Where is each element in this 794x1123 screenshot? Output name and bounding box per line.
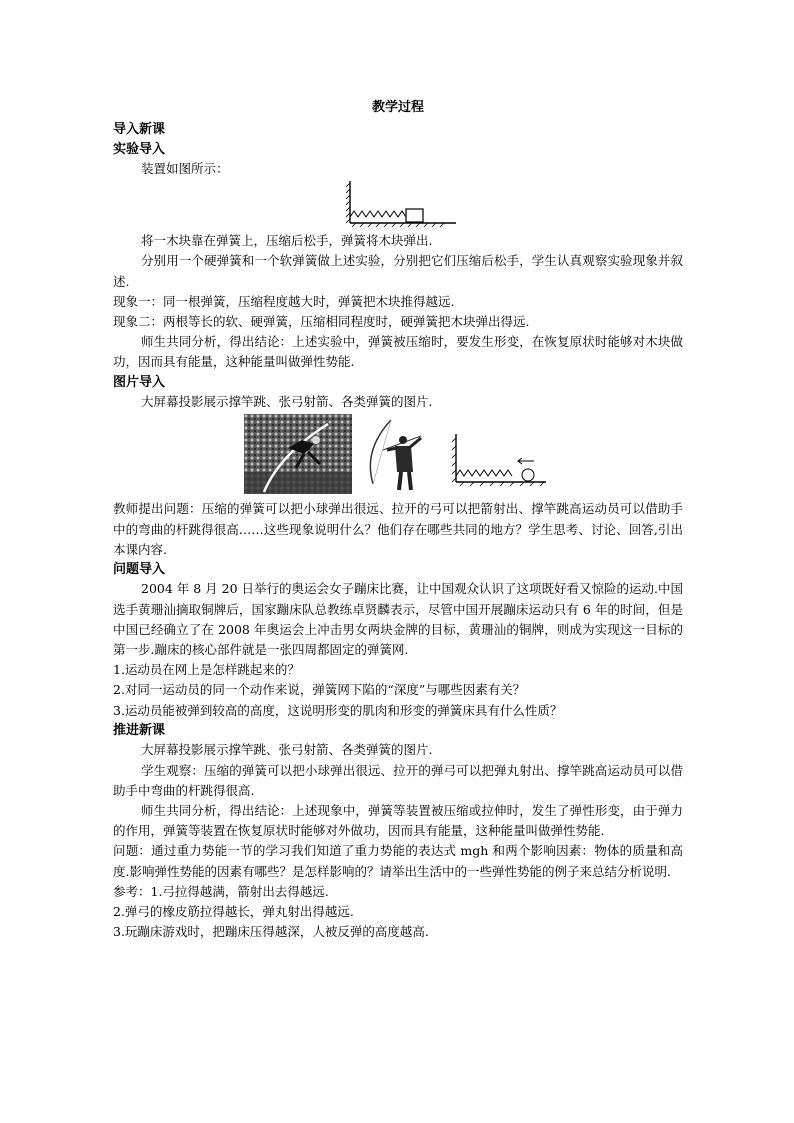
- reference-item: 3.玩蹦床游戏时，把蹦床压得越深，人被反弹的高度越高.: [113, 924, 429, 940]
- paragraph: 将一木块靠在弹簧上，压缩后松手，弹簧将木块弹出.: [141, 233, 433, 249]
- spring-block-figure: [113, 179, 683, 231]
- paragraph: 大屏幕投影展示撑竿跳、张弓射箭、各类弹簧的图片.: [141, 742, 433, 758]
- paragraph: 师生共同分析，得出结论：上述现象中，弹簧等装置被压缩或拉伸时，发生了弹性形变，由于弹力的作用，弹簧等装置在恢复原状时能够对外做功，因而具有能量，这种能量叫做弹性势能.: [113, 802, 683, 839]
- reference-item: 参考：1.弓拉得越满，箭射出去得越远.: [113, 883, 329, 899]
- section-heading-experiment: 实验导入: [113, 141, 166, 157]
- picture-row: [113, 414, 683, 494]
- section-heading-intro: 导入新课: [113, 122, 166, 137]
- reference-item: 2.弹弓的橡皮筋拉得越长，弹丸射出得越远.: [113, 903, 354, 919]
- paragraph: 分别用一个硬弹簧和一个软弹簧做上述实验，分别把它们压缩后松手，学生认真观察实验现象并叙述.: [113, 253, 683, 289]
- archer-figure-icon: [361, 414, 427, 494]
- paragraph: 教师提出问题：压缩的弹簧可以把小球弹出很远、拉开的弓可以把箭射出、撑竿跳高运动员可以借助手中的弯曲的杆跳得很高……这些现象说明什么？他们存在哪些共同的地方？学生思考、讨论、回答,引出本课内容.: [113, 501, 683, 557]
- question-item: 3.运动员能被弹到较高的高度，这说明形变的肌肉和形变的弹簧床具有什么性质？: [113, 702, 563, 718]
- document-page: [113, 98, 683, 942]
- page-title: 教学过程: [371, 100, 424, 115]
- spring-ball-diagram-icon: [452, 432, 552, 494]
- spring-block-diagram-icon: [346, 179, 466, 231]
- pole-vault-photo-icon: [244, 414, 352, 494]
- question-item: 2.对同一运动员的同一个动作来说，弹簧网下陷的“深度”与哪些因素有关？: [113, 682, 526, 698]
- paragraph: 装置如图所示：: [141, 161, 229, 176]
- paragraph: 学生观察：压缩的弹簧可以把小球弹出很远、拉开的弹弓可以把弹丸射出、撑竿跳高运动员可以借助手中弯曲的杆跳得很高.: [113, 762, 683, 798]
- question-item: 1.运动员在网上是怎样跳起来的？: [113, 662, 300, 678]
- paragraph: 大屏幕投影展示撑竿跳、张弓射箭、各类弹簧的图片.: [141, 394, 433, 410]
- section-heading-question: 问题导入: [113, 561, 166, 577]
- paragraph: 2004 年 8 月 20 日举行的奥运会女子蹦床比赛，让中国观众认识了这项既好看又惊险的运动.中国选手黄珊汕摘取铜牌后，国家蹦床队总教练卓贤麟表示，尽管中国开展蹦床运动只有 6 年的时间，但是中国已经确立了在 2008 年奥运会上冲击男女两块金牌的目标，黄珊汕的铜牌，则成为实现这一目标的第一步.蹦床的核心部件就是一张四周都固定的弹簧网.: [113, 581, 684, 658]
- section-heading-picture: 图片导入: [113, 374, 166, 390]
- paragraph: 现象二：两根等长的软、硬弹簧，压缩相同程度时，硬弹簧把木块弹出得远.: [113, 314, 530, 330]
- paragraph: 问题：通过重力势能一节的学习我们知道了重力势能的表达式 mgh 和两个影响因素：物体的质量和高度.影响弹性势能的因素有哪些？是怎样影响的？请举出生活中的一些弹性势能的例子来总结分析说明.: [113, 843, 683, 879]
- section-heading-new-lesson: 推进新课: [113, 722, 166, 738]
- paragraph: 现象一：同一根弹簧，压缩程度越大时，弹簧把木块推得越远.: [113, 293, 455, 309]
- paragraph: 师生共同分析，得出结论：上述实验中，弹簧被压缩时，要发生形变，在恢复原状时能够对木块做功，因而具有能量，这种能量叫做弹性势能.: [113, 334, 683, 370]
